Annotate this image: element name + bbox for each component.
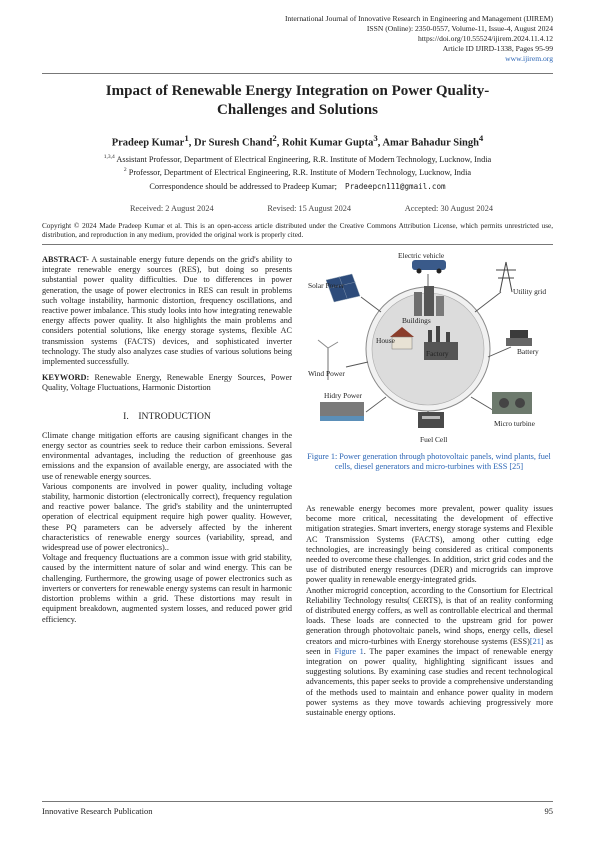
paper-title xyxy=(42,82,553,120)
left-column xyxy=(42,255,292,625)
keyword-label: KEYWORD: xyxy=(42,373,90,383)
footer-divider xyxy=(42,801,553,802)
abstract-label: ABSTRACT- xyxy=(42,255,89,264)
author-2: Dr Suresh Chand xyxy=(193,137,273,149)
header-divider xyxy=(42,73,553,74)
page-number: 95 xyxy=(544,806,553,816)
citation-21[interactable]: [21] xyxy=(529,636,544,646)
figure-1-caption xyxy=(306,452,552,472)
correspondence xyxy=(42,182,553,191)
intro-paragraph-3: Voltage and frequency fluctuations are a common issue with grid stability, caused by the intermittent nature of solar and wind energy. This can be challenging. Furthermore, the growing usage of power electronics such as inverters or converters for renewable energy systems can result in harmonic distortion problems within a grid. These distortions may result in equipment breakdown, augmented system losses, and reduced power grid efficiency. xyxy=(42,553,293,624)
author-1-sup: 1 xyxy=(184,133,189,143)
copyright-divider xyxy=(42,244,553,245)
affiliation-1: Assistant Professor, Department of Electrical Engineering, R.R. Institute of Modern Technology, Lucknow, India xyxy=(116,154,492,164)
label-battery: Battery xyxy=(517,347,539,356)
label-hydro-power: Hidry Power xyxy=(324,391,362,400)
abstract xyxy=(42,255,292,367)
title-line-1: Impact of Renewable Energy Integration on Power Quality- xyxy=(105,83,490,99)
label-electric-vehicle: Electric vehicle xyxy=(398,252,445,260)
figure-1-microgrid-diagram xyxy=(306,252,552,447)
right-paragraph-1: As renewable energy becomes more prevalent, power quality issues become more critical, necessitating the development of effective mitigation strategies. Smart inverters, energy storage systems and Flexible AC Transmission Systems (FACTS), among other cutting edge technologies, are increasingly being considered as critical components needed to overcome these challenges. In addition, strict grid codes and the use of distributed energy resources (DER) and microgrids can improve power quality in renewable energy-integrated grids. xyxy=(306,504,553,585)
figure-caption-citation[interactable]: [25] xyxy=(509,462,524,472)
label-fuel-cell: Fuel Cell xyxy=(420,435,448,444)
fuel-cell-icon xyxy=(418,412,444,428)
author-list: Pradeep Kumar$^1$, Dr Suresh Chand$^2$, Rohit Kumar Gupta$^3$, Amar Bahadur Singh$^4$ xyxy=(111,133,484,149)
affiliations xyxy=(42,152,553,179)
right-paragraph-2-part-b: as seen in xyxy=(306,636,553,656)
author-4: Amar Bahadur Singh xyxy=(382,137,479,149)
article-id-line: Article ID IJIRD-1338, Pages 95-99 xyxy=(442,43,553,53)
intro-paragraph-1: Climate change mitigation efforts are causing significant changes in the energy sector as countries seek to reduce their carbon emissions. Several environmental advantages, including the reduction of greenhouse gas emissions and the expansion of available energy, are associated with the use of renewable energy sources. xyxy=(42,430,292,481)
label-micro-turbine: Micro turbine xyxy=(494,419,535,428)
keywords xyxy=(42,373,292,393)
hydro-power-icon xyxy=(320,402,364,421)
electric-vehicle-icon xyxy=(412,260,446,274)
figure-1-reference[interactable]: Figure 1 xyxy=(334,646,364,656)
issn-line: ISSN (Online): 2350-0557, Volume-11, Issue-4, August 2024 xyxy=(366,23,553,33)
section-number: I. xyxy=(123,410,129,422)
right-paragraph-2-part-a: Another microgrid conception, according to the Consortium for Electrical Reliability Technology results( CERTS), is that of an reality conforming of distributed energy coffers, as well as controllable electrical and thermal loads. These loads are connected to the upstream grid for power generation through photovoltaic panels, wind shops, energy cells, diesel creators and micro-turbines with Energy storehouse systems (ESS) xyxy=(306,585,553,646)
section-heading-introduction xyxy=(42,412,292,422)
accepted-date: Accepted: 30 August 2024 xyxy=(404,204,493,213)
journal-name: International Journal of Innovative Research in Engineering and Management (IJIREM) xyxy=(284,14,553,23)
intro-paragraph-2: Various components are involved in power quality, including voltage stability, harmonic distortion (electronically correct), frequency regulation and reactive power balance. The grid's stability and the uninterrupted operation of electrical equipment require high power quality. However, these PQ parameters can be adversely affected by the inherent characteristics of renewable energy sources (variability, spread, and widespread use of power electronics).. xyxy=(42,481,292,553)
author-4-sup: 4 xyxy=(478,133,484,143)
affiliation-2: Professor, Department of Electrical Engineering, R.R. Institute of Modern Technology, Lucknow, India xyxy=(128,168,472,178)
affiliation-2-sup: 2 xyxy=(123,167,127,174)
website-link[interactable]: www.ijirem.org xyxy=(505,53,553,63)
battery-icon xyxy=(506,330,532,346)
author-1: Pradeep Kumar xyxy=(111,137,185,149)
micro-turbine-icon xyxy=(492,392,532,414)
author-2-sup: 2 xyxy=(272,133,277,143)
received-date: Received: 2 August 2024 xyxy=(130,204,214,213)
right-paragraph-2-part-c: . The paper examines the impact of renewable energy integration on power quality, highlighting significant issues and suggesting solutions. By examining case studies and recent technological advancements, this paper seeks to provide a comprehensive understanding of the methods used to maintain and enhance power quality in modern power systems as they move towards achieving progressively more sustainable energy options. xyxy=(306,646,553,718)
right-column xyxy=(306,504,553,718)
label-solar-power: Solar Power xyxy=(308,281,345,290)
author-3-sup: 3 xyxy=(373,133,378,143)
label-house: House xyxy=(376,336,395,345)
footer-publisher: Innovative Research Publication xyxy=(42,806,153,816)
right-paragraph-2 xyxy=(306,586,553,719)
author-3: Rohit Kumar Gupta xyxy=(281,137,374,149)
abstract-text: A sustainable energy future depends on the grid's ability to integrate renewable energy sources (RES), but doing so presents substantial power quality difficulties. Due to differences in power generation, the usage of power electronics in RES can result in problems such voltage instability, harmonic distortion, frequency oscillations, and reactive power imbalance. This study looks into how integrating renewable energy affects power quality. It also highlights the main problems and considers potential solutions, like energy storage systems, flexible AC transmission systems (FACTS) devices, and sophisticated inverter technology. The study also analyzes case studies of various solutions being implemented successfully. xyxy=(42,255,292,367)
keyword-text: Renewable Energy, Renewable Energy Sources, Power Quality, Voltage Fluctuations, Harmonic Distortion xyxy=(42,373,293,393)
section-title: INTRODUCTION xyxy=(138,410,211,422)
label-wind-power: Wind Power xyxy=(308,369,345,378)
affiliation-1-sup: 1,3,4 xyxy=(103,154,115,160)
article-dates xyxy=(42,204,553,213)
correspondence-text: Correspondence should be addressed to Pradeep Kumar; xyxy=(149,182,337,191)
doi-line[interactable]: https://doi.org/10.55524/ijirem.2024.11.4.12 xyxy=(417,33,553,43)
revised-date: Revised: 15 August 2024 xyxy=(267,204,352,213)
title-line-2: Challenges and Solutions xyxy=(217,102,378,118)
label-utility-grid: Utility grid xyxy=(513,287,547,296)
label-buildings: Buildings xyxy=(402,316,431,325)
figure-caption-text: Figure 1: Power generation through photovoltaic panels, wind plants, fuel cells, diesel generators and micro-turbines with ESS xyxy=(307,452,551,472)
correspondence-email[interactable]: Pradeepcn111@gmail.com xyxy=(345,182,446,191)
journal-header xyxy=(153,14,553,64)
label-factory: Factory xyxy=(426,349,449,358)
copyright-notice: Copyright © 2024 Made Pradeep Kumar et al. This is an open-access article distributed under the Creative Commons Attribution License, which permits unrestricted use, distribution, and reproduction in any medium, provided the original work is properly cited. xyxy=(42,222,553,240)
